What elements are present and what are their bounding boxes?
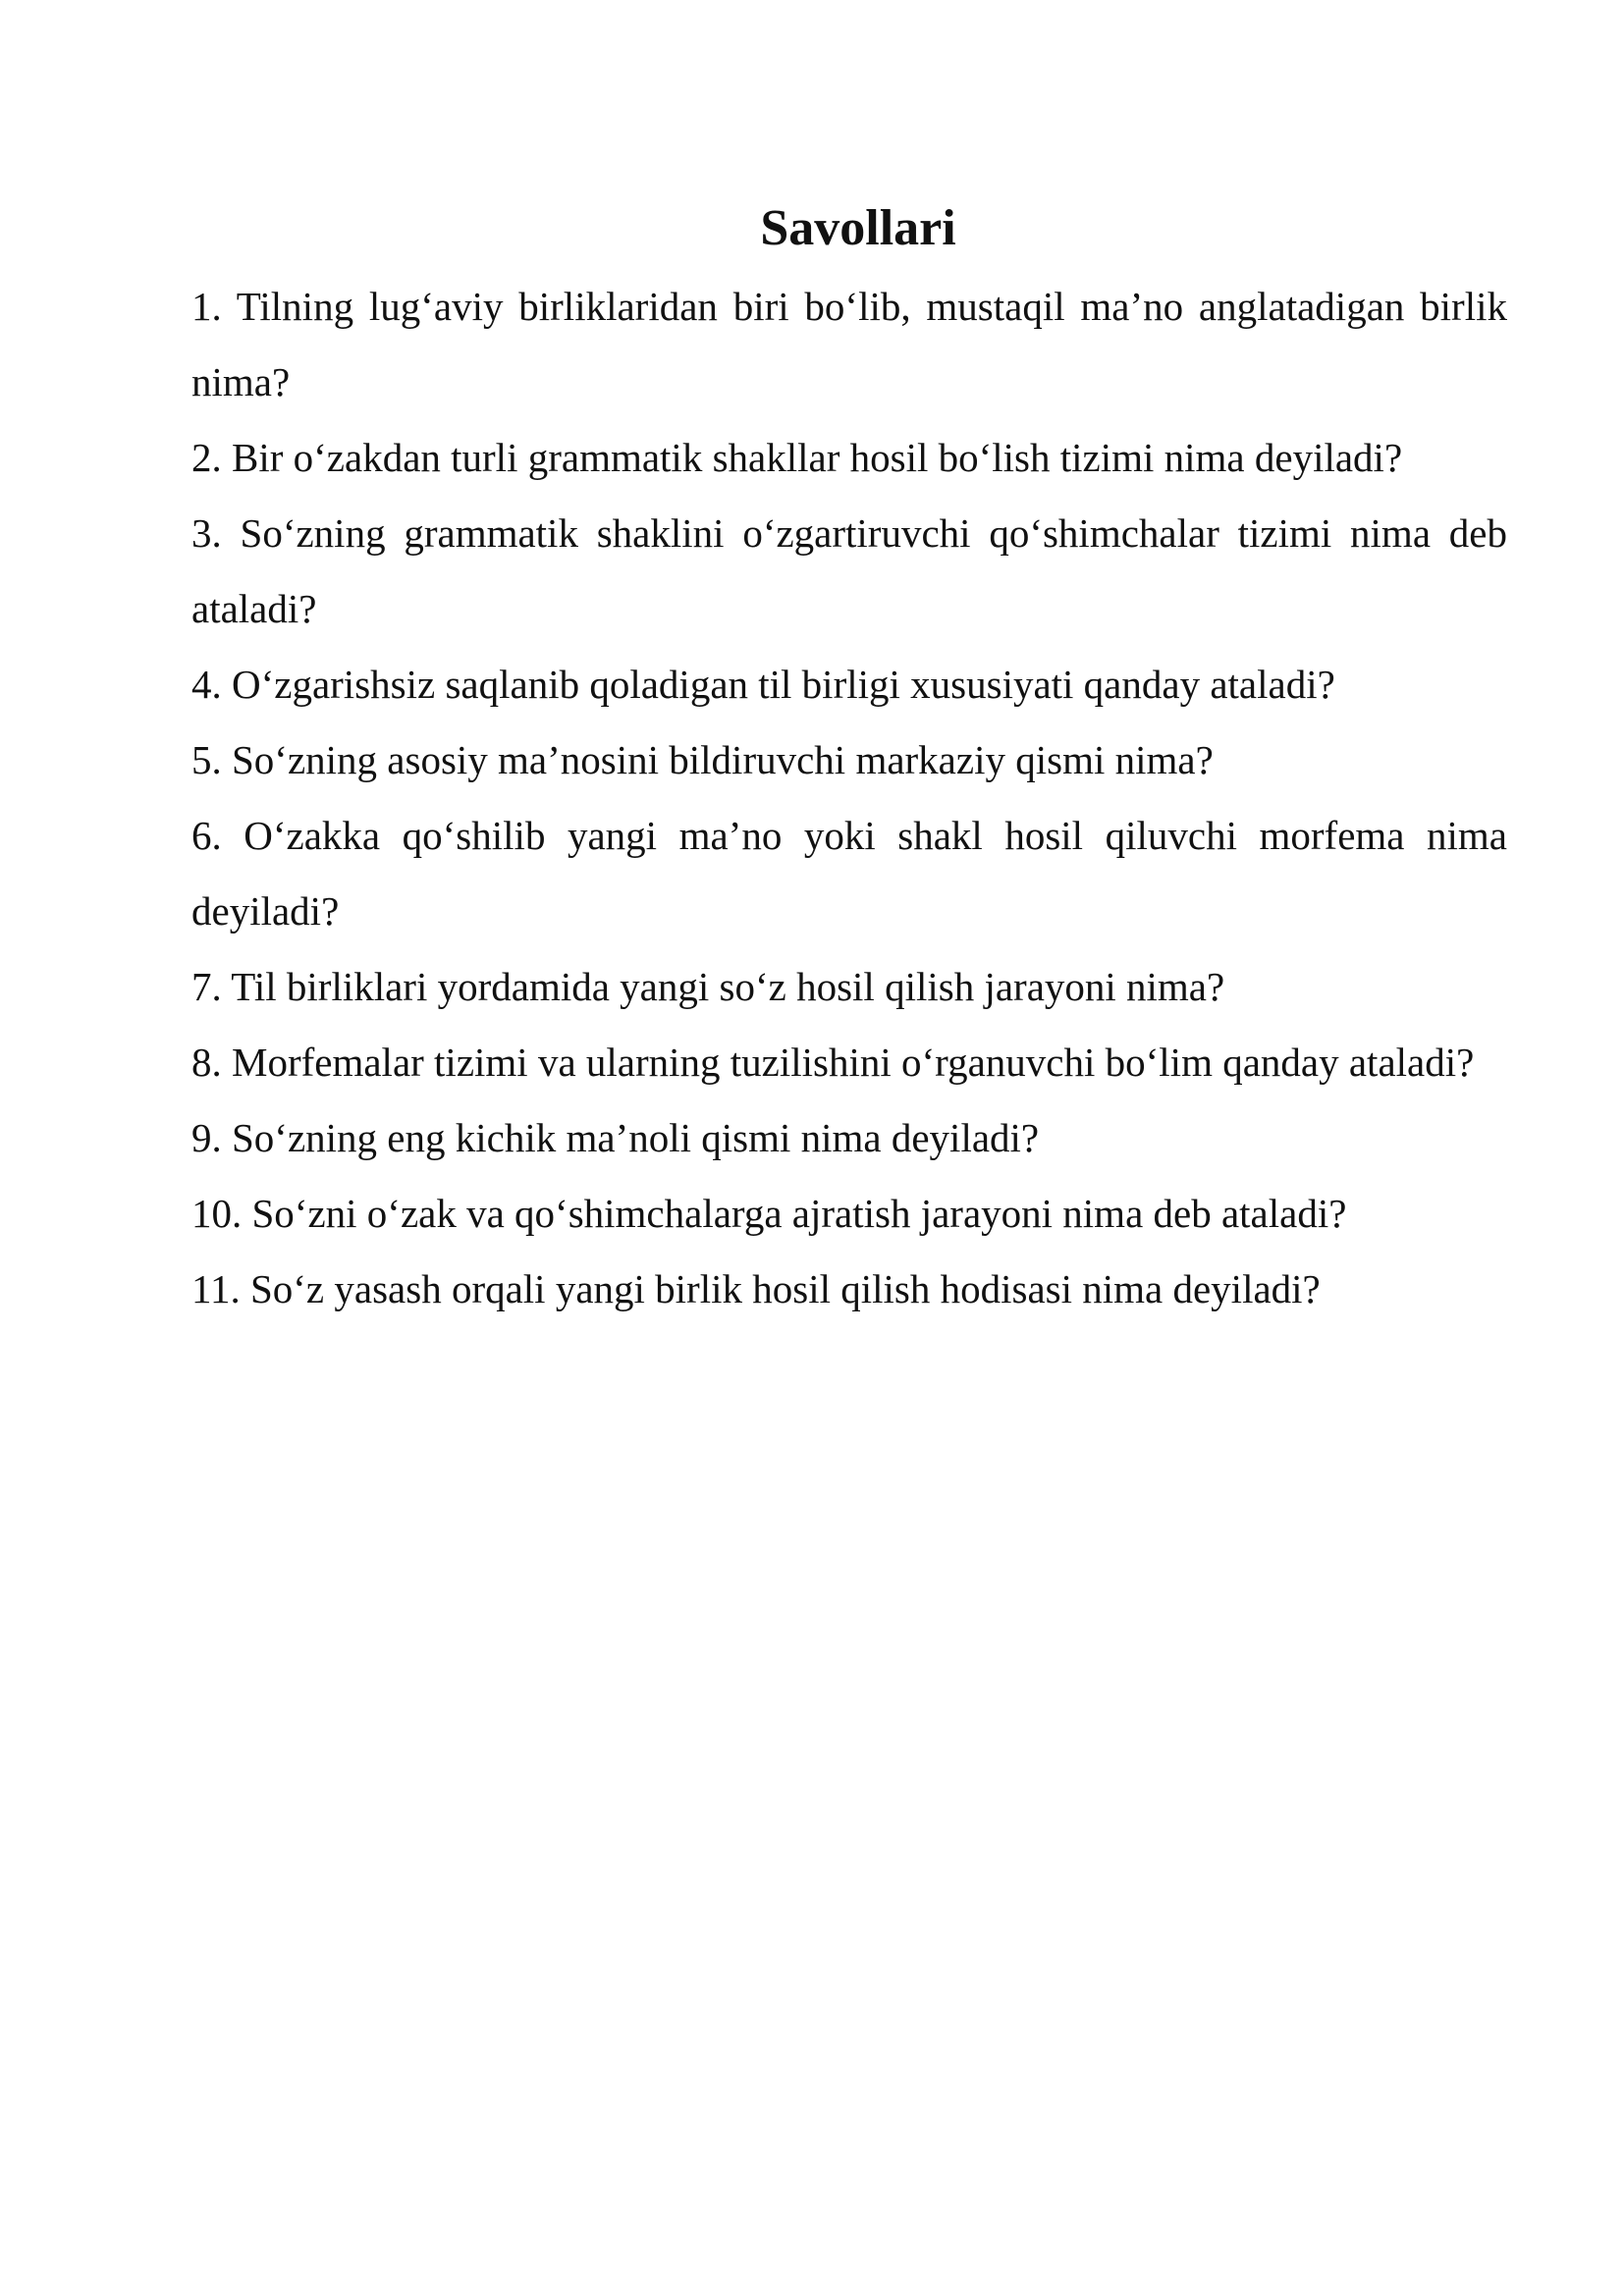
question-item-3: 3. So‘zning grammatik shaklini o‘zgartiruvchi qo‘shimchalar tizimi nima deb ataladi? — [191, 510, 1507, 631]
question-item-2: 2. Bir o‘zakdan turli grammatik shakllar hosil bo‘lish tizimi nima deyiladi? — [191, 435, 1403, 480]
question-list — [191, 269, 1507, 1327]
question-item-6: 6. O‘zakka qo‘shilib yangi ma’no yoki shakl hosil qiluvchi morfema nima deyiladi? — [191, 813, 1507, 934]
question-item-11: 11. So‘z yasash orqali yangi birlik hosil qilish hodisasi nima deyiladi? — [191, 1266, 1321, 1311]
page-title: Savollari — [760, 200, 956, 256]
question-item-8: 8. Morfemalar tizimi va ularning tuzilishini o‘rganuvchi bo‘lim qanday ataladi? — [191, 1040, 1475, 1085]
question-item-5: 5. So‘zning asosiy ma’nosini bildiruvchi markaziy qismi nima? — [191, 737, 1214, 782]
question-item-9: 9. So‘zning eng kichik ma’noli qismi nima deyiladi? — [191, 1115, 1040, 1160]
question-item-10: 10. So‘zni o‘zak va qo‘shimchalarga ajratish jarayoni nima deb ataladi? — [191, 1191, 1347, 1236]
question-item-1: 1. Tilning lug‘aviy birliklaridan biri bo‘lib, mustaqil ma’no anglatadigan birlik nima? — [191, 284, 1507, 404]
question-item-7: 7. Til birliklari yordamida yangi so‘z hosil qilish jarayoni nima? — [191, 964, 1225, 1009]
question-item-4: 4. O‘zgarishsiz saqlanib qoladigan til birligi xususiyati qanday ataladi? — [191, 662, 1335, 707]
document-content — [191, 192, 1507, 1327]
